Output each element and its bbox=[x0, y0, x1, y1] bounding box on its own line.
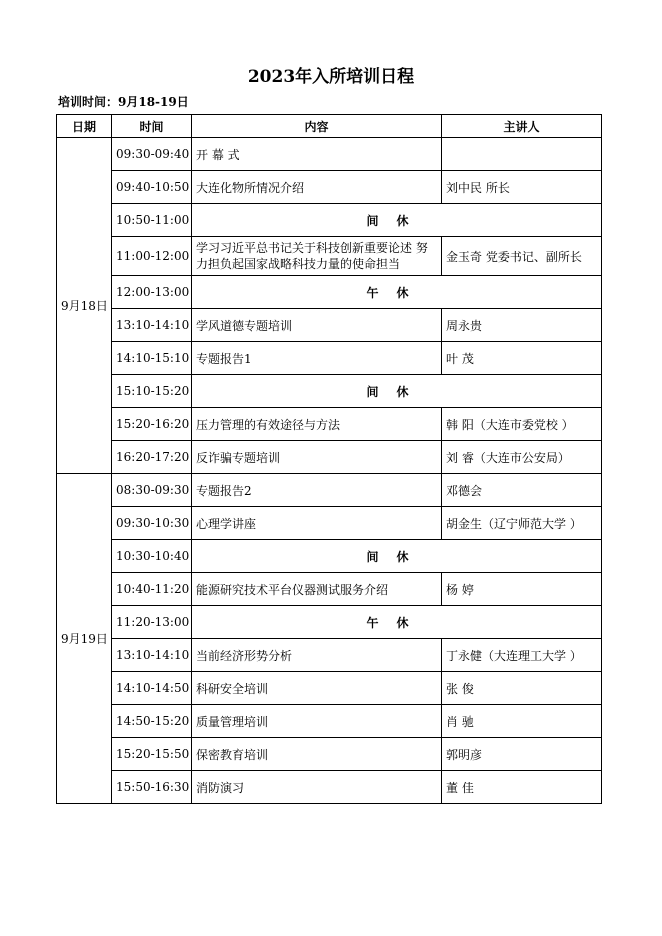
break-cell: 午休 bbox=[192, 606, 602, 639]
table-row bbox=[57, 540, 602, 573]
speaker-cell: 叶 茂 bbox=[442, 342, 602, 375]
time-cell: 15:20-16:20 bbox=[112, 408, 192, 441]
time-cell: 16:20-17:20 bbox=[112, 441, 192, 474]
speaker-cell: 丁永健（大连理工大学 ） bbox=[442, 639, 602, 672]
table-row bbox=[57, 672, 602, 705]
table-row bbox=[57, 204, 602, 237]
table-row bbox=[57, 138, 602, 171]
content-cell: 学风道德专题培训 bbox=[192, 309, 442, 342]
speaker-cell: 张 俊 bbox=[442, 672, 602, 705]
content-cell: 当前经济形势分析 bbox=[192, 639, 442, 672]
speaker-cell: 韩 阳（大连市委党校 ） bbox=[442, 408, 602, 441]
break-cell: 间休 bbox=[192, 375, 602, 408]
break-cell: 间休 bbox=[192, 204, 602, 237]
table-row bbox=[57, 237, 602, 276]
table-row bbox=[57, 573, 602, 606]
time-cell: 09:30-09:40 bbox=[112, 138, 192, 171]
speaker-cell: 刘中民 所长 bbox=[442, 171, 602, 204]
table-row bbox=[57, 375, 602, 408]
speaker-cell: 肖 驰 bbox=[442, 705, 602, 738]
time-cell: 15:10-15:20 bbox=[112, 375, 192, 408]
content-cell: 大连化物所情况介绍 bbox=[192, 171, 442, 204]
table-row bbox=[57, 705, 602, 738]
content-cell: 能源研究技术平台仪器测试服务介绍 bbox=[192, 573, 442, 606]
time-cell: 10:50-11:00 bbox=[112, 204, 192, 237]
date-cell: 9月19日 bbox=[57, 474, 112, 804]
speaker-cell: 刘 睿（大连市公安局） bbox=[442, 441, 602, 474]
time-cell: 13:10-14:10 bbox=[112, 639, 192, 672]
time-cell: 10:30-10:40 bbox=[112, 540, 192, 573]
table-row bbox=[57, 639, 602, 672]
table-row bbox=[57, 171, 602, 204]
header-time: 时间 bbox=[112, 115, 192, 138]
content-cell: 反诈骗专题培训 bbox=[192, 441, 442, 474]
time-cell: 09:30-10:30 bbox=[112, 507, 192, 540]
table-row bbox=[57, 771, 602, 804]
speaker-cell: 郭明彦 bbox=[442, 738, 602, 771]
table-row bbox=[57, 408, 602, 441]
date-cell: 9月18日 bbox=[57, 138, 112, 474]
training-period: 培训时间：9月18-19日 bbox=[58, 95, 189, 109]
content-cell: 保密教育培训 bbox=[192, 738, 442, 771]
time-cell: 15:50-16:30 bbox=[112, 771, 192, 804]
break-cell: 午休 bbox=[192, 276, 602, 309]
table-row bbox=[57, 474, 602, 507]
time-cell: 11:00-12:00 bbox=[112, 237, 192, 276]
time-cell: 10:40-11:20 bbox=[112, 573, 192, 606]
content-cell: 压力管理的有效途径与方法 bbox=[192, 408, 442, 441]
table-row bbox=[57, 276, 602, 309]
time-cell: 14:10-15:10 bbox=[112, 342, 192, 375]
time-cell: 08:30-09:30 bbox=[112, 474, 192, 507]
speaker-cell: 杨 婷 bbox=[442, 573, 602, 606]
speaker-cell: 胡金生（辽宁师范大学 ） bbox=[442, 507, 602, 540]
header-content: 内容 bbox=[192, 115, 442, 138]
content-cell: 开 幕 式 bbox=[192, 138, 442, 171]
speaker-cell: 金玉奇 党委书记、副所长 bbox=[442, 237, 602, 276]
content-cell: 专题报告2 bbox=[192, 474, 442, 507]
header-date: 日期 bbox=[57, 115, 112, 138]
table-row bbox=[57, 507, 602, 540]
content-cell: 心理学讲座 bbox=[192, 507, 442, 540]
time-cell: 12:00-13:00 bbox=[112, 276, 192, 309]
table-header-row bbox=[57, 115, 602, 138]
schedule-body bbox=[57, 138, 602, 804]
speaker-cell: 邓德会 bbox=[442, 474, 602, 507]
schedule-table bbox=[56, 114, 602, 804]
time-cell: 11:20-13:00 bbox=[112, 606, 192, 639]
table-row bbox=[57, 342, 602, 375]
content-cell: 消防演习 bbox=[192, 771, 442, 804]
time-cell: 14:10-14:50 bbox=[112, 672, 192, 705]
table-row bbox=[57, 441, 602, 474]
table-row bbox=[57, 738, 602, 771]
break-cell: 间休 bbox=[192, 540, 602, 573]
header-speaker: 主讲人 bbox=[442, 115, 602, 138]
content-cell: 科研安全培训 bbox=[192, 672, 442, 705]
speaker-cell bbox=[442, 138, 602, 171]
speaker-cell: 周永贵 bbox=[442, 309, 602, 342]
table-row bbox=[57, 606, 602, 639]
speaker-cell: 董 佳 bbox=[442, 771, 602, 804]
time-cell: 15:20-15:50 bbox=[112, 738, 192, 771]
content-cell: 专题报告1 bbox=[192, 342, 442, 375]
content-cell: 学习习近平总书记关于科技创新重要论述 努力担负起国家战略科技力量的使命担当 bbox=[192, 237, 442, 276]
time-cell: 09:40-10:50 bbox=[112, 171, 192, 204]
time-cell: 14:50-15:20 bbox=[112, 705, 192, 738]
time-cell: 13:10-14:10 bbox=[112, 309, 192, 342]
page-title: 2023年入所培训日程 bbox=[247, 67, 415, 87]
table-row bbox=[57, 309, 602, 342]
content-cell: 质量管理培训 bbox=[192, 705, 442, 738]
